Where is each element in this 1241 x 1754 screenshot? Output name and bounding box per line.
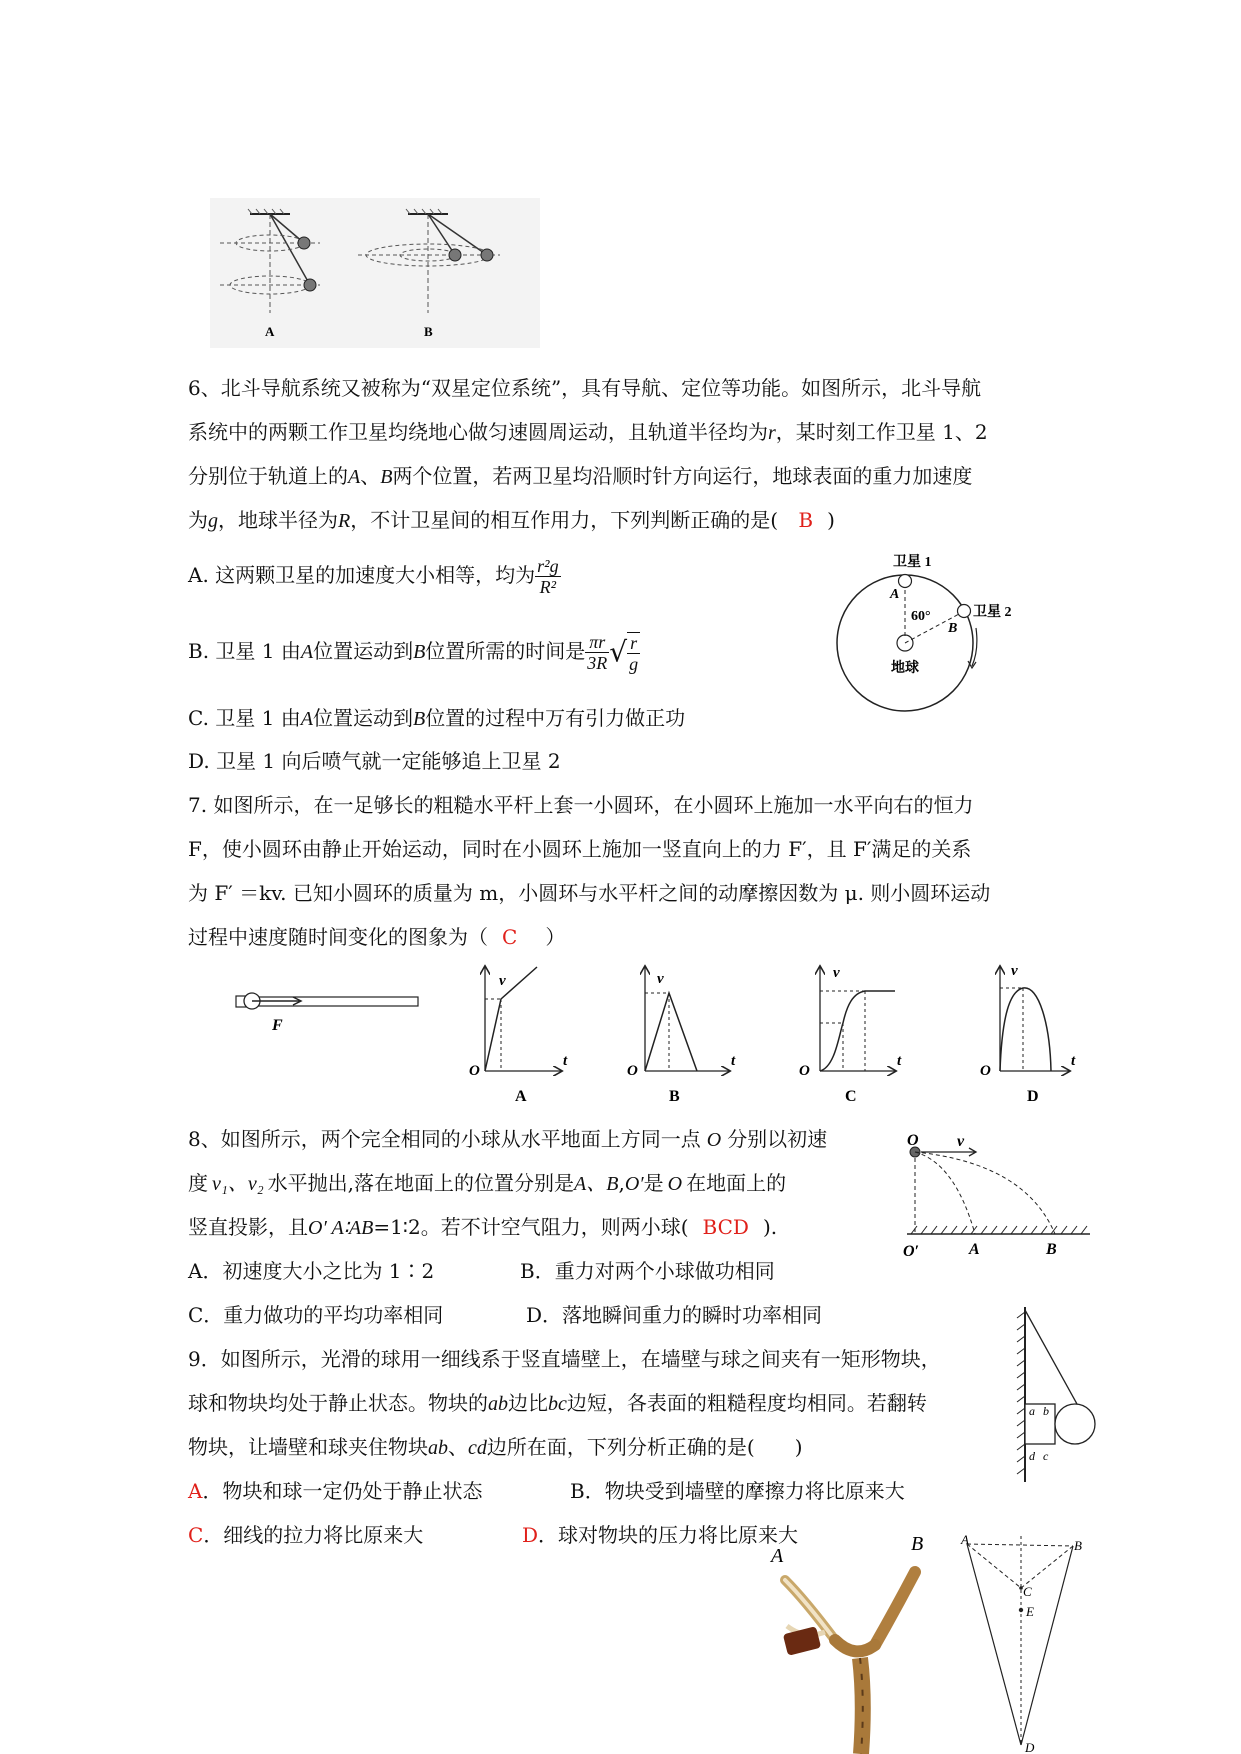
q8-line-2: 度 v₁、v₂ 水平抛出,落在地面上的位置分别是A、B,O′是 O 在地面上的 <box>188 1171 787 1195</box>
q8-option-a: A．初速度大小之比为 1∶2 <box>188 1259 435 1283</box>
geometry-diagram <box>955 1532 1085 1754</box>
graph-a-label: A <box>515 1088 527 1105</box>
graph-d-origin: O <box>980 1063 991 1079</box>
q8-line-3: 竖直投影，且O′ A∶AB=1∶2。若不计空气阻力，则两小球( BCD ). <box>188 1215 778 1239</box>
q9-option-d: D．球对物块的压力将比原来大 <box>522 1523 799 1547</box>
fraction: $\frac{r}{g}$ <box>629 632 639 674</box>
fraction: $\frac{\text{r²g}}{\text{R²}}$ <box>537 556 559 597</box>
graph-b-label: B <box>669 1088 680 1105</box>
graph-a <box>469 967 568 1105</box>
q7-line-1: 7. 如图所示，在一足够长的粗糙水平杆上套一小圆环，在小圆环上施加一水平向右的恒力 <box>188 793 974 817</box>
q6-line-3: 分别位于轨道上的A、B两个位置，若两卫星均沿顺时针方向运行，地球表面的重力加速度 <box>188 464 973 488</box>
label-sat1: 卫星 1 <box>893 555 932 570</box>
ring-rod-figure <box>230 985 430 1035</box>
conical-pendulum-figure <box>210 198 540 348</box>
force-label: F <box>272 1017 283 1034</box>
q8-answer: BCD <box>702 1215 749 1239</box>
graph-a-t: t <box>563 1053 568 1069</box>
q9-line-1: 9．如图所示，光滑的球用一细线系于竖直墙壁上，在墙壁与球之间夹有一矩形物块， <box>188 1347 941 1371</box>
graph-c-origin: O <box>799 1063 810 1079</box>
graph-a-origin: O <box>469 1063 480 1079</box>
graph-b-t: t <box>731 1053 736 1069</box>
label-sat2: 卫星 2 <box>973 605 1012 620</box>
geo-label-b: B <box>1074 1538 1082 1553</box>
proj-label-o: O <box>907 1132 919 1149</box>
label-point-a: A <box>890 587 900 602</box>
graph-d-label: D <box>1027 1088 1039 1105</box>
q9-option-a: A．物块和球一定仍处于静止状态 <box>188 1479 483 1503</box>
q6-line-1: 6、北斗导航系统又被称为“双星定位系统”，具有导航、定位等功能。如图所示，北斗导航 <box>188 376 982 400</box>
q6-line-2: 系统中的两颗工作卫星均绕地心做匀速圆周运动，且轨道半径均为r，某时刻工作卫星 1、2 <box>188 420 988 444</box>
label-earth: 地球 <box>891 661 919 676</box>
label-angle: 60° <box>911 609 931 624</box>
q8-option-d: D．落地瞬间重力的瞬时功率相同 <box>526 1303 823 1327</box>
block-label-d: d <box>1029 1449 1035 1463</box>
q6-option-d: D. 卫星 1 向后喷气就一定能够追上卫星 2 <box>188 749 561 773</box>
photo-label-a: A <box>771 1545 784 1567</box>
proj-label-b: B <box>1046 1241 1057 1258</box>
photo-label-b: B <box>911 1533 924 1555</box>
q7-line-2: F，使小圆环由静止开始运动，同时在小圆环上施加一竖直向上的力 F′，且 F′满足的关系 <box>188 837 972 861</box>
q9-option-b: B．物块受到墙壁的摩擦力将比原来大 <box>570 1479 905 1503</box>
graph-b-v: v <box>657 971 664 987</box>
proj-label-o-prime: O′ <box>903 1243 920 1260</box>
graph-c-t: t <box>897 1053 902 1069</box>
graph-d <box>980 963 1076 1105</box>
q6-answer: B <box>798 508 814 532</box>
q7-line-4: 过程中速度随时间变化的图象为（ C ） <box>188 925 566 949</box>
proj-label-a: A <box>969 1241 980 1258</box>
geo-label-a: A <box>961 1532 969 1547</box>
block-label-b: b <box>1043 1404 1049 1418</box>
graph-d-v: v <box>1011 963 1018 979</box>
graph-b <box>627 967 736 1105</box>
satellite-orbit-figure <box>835 548 1035 718</box>
q7-line-3: 为 F′ ＝kv. 已知小圆环的质量为 m，小圆环与水平杆之间的动摩擦因数为 μ. 则小圆环运动 <box>188 881 991 905</box>
geo-label-d: D <box>1025 1740 1035 1754</box>
q8-option-c: C．重力做功的平均功率相同 <box>188 1303 444 1327</box>
slingshot-photo <box>765 1530 955 1754</box>
graph-b-origin: O <box>627 1063 638 1079</box>
q6-line-4: 为g，地球半径为R，不计卫星间的相互作用力，下列判断正确的是( B ) <box>188 508 835 532</box>
label-point-b: B <box>948 621 958 636</box>
q6-option-b: B. 卫星 1 由A位置运动到B位置所需的时间是 $\frac{\pi r}{3R}$ √ $\frac{r}{g}$ <box>188 632 639 674</box>
q9-line-2: 球和物块均处于静止状态。物块的ab边比bc边短，各表面的粗糙程度均相同。若翻转 <box>188 1391 927 1415</box>
graph-c-label: C <box>845 1088 857 1105</box>
graph-a-v: v <box>499 973 506 989</box>
q7-answer: C <box>502 925 518 949</box>
geo-label-c: C <box>1023 1584 1032 1599</box>
projectile-figure <box>895 1128 1095 1268</box>
fraction: $\frac{\pi r}{3R}$ <box>587 632 608 673</box>
q8-line-1: 8、如图所示，两个完全相同的小球从水平地面上方同一点 O 分别以初速 <box>188 1127 828 1151</box>
proj-label-v: v <box>957 1133 965 1150</box>
fig5-label-a: A <box>265 324 275 339</box>
graph-c-v: v <box>833 965 840 981</box>
fig5-label-b: B <box>424 324 433 339</box>
block-label-c: c <box>1043 1449 1049 1463</box>
graph-d-t: t <box>1071 1053 1076 1069</box>
q9-option-c: C．细线的拉力将比原来大 <box>188 1523 424 1547</box>
wall-ball-figure <box>1005 1302 1105 1487</box>
geo-label-e: E <box>1026 1604 1034 1619</box>
sqrt-icon: √ <box>609 635 628 669</box>
block-label-a: a <box>1029 1404 1035 1418</box>
q6-option-a: A. 这两颗卫星的加速度大小相等，均为 $\frac{\text{r²g}}{\text{R²}}$ <box>188 556 559 597</box>
q8-option-b: B．重力对两个小球做功相同 <box>520 1259 775 1283</box>
q9-line-3: 物块，让墙壁和球夹住物块ab、cd边所在面，下列分析正确的是( ) <box>188 1435 803 1459</box>
vt-graphs <box>465 955 1085 1105</box>
q6-option-c: C. 卫星 1 由A位置运动到B位置的过程中万有引力做正功 <box>188 706 686 730</box>
graph-c <box>799 965 902 1105</box>
